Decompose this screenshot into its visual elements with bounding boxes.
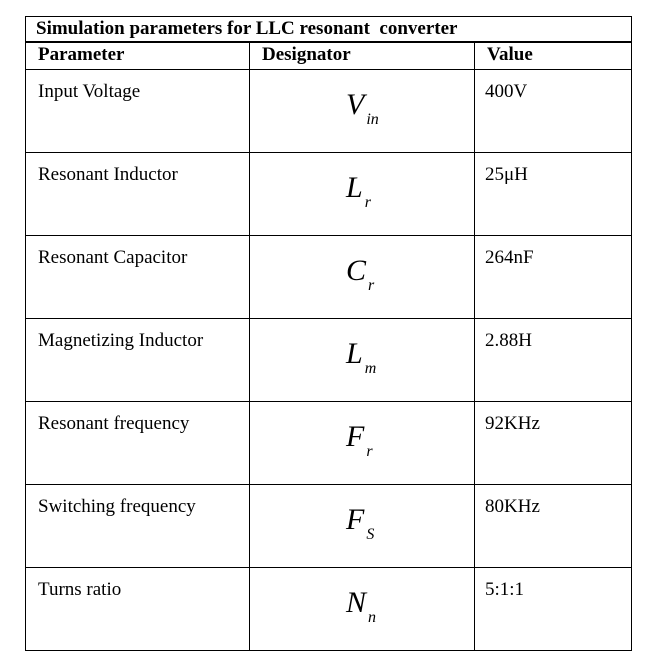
designator-symbol [346, 337, 377, 377]
designator-cell [250, 402, 475, 485]
symbol-letter: L [346, 171, 363, 204]
designator-symbol [346, 88, 379, 128]
symbol-letter: V [346, 88, 365, 121]
parameter-name: Input Voltage [26, 70, 250, 153]
parameters-table-container [25, 16, 631, 651]
symbol-letter: F [346, 420, 365, 453]
designator-cell [250, 568, 475, 651]
designator-cell [250, 485, 475, 568]
symbol-subscript: r [368, 277, 375, 294]
simulation-parameters-table [25, 16, 632, 651]
table-row [26, 402, 632, 485]
table-row [26, 568, 632, 651]
parameter-value: 92KHz [475, 402, 632, 485]
table-title: Simulation parameters for LLC resonant converter [26, 17, 632, 43]
designator-symbol [346, 586, 377, 626]
table-row [26, 153, 632, 236]
parameter-name: Magnetizing Inductor [26, 319, 250, 402]
symbol-letter: F [346, 503, 365, 536]
designator-cell [250, 319, 475, 402]
parameter-name: Resonant Inductor [26, 153, 250, 236]
designator-symbol [346, 254, 375, 294]
parameter-value: 400V [475, 70, 632, 153]
header-value: Value [475, 42, 632, 70]
table-row [26, 236, 632, 319]
parameter-value: 264nF [475, 236, 632, 319]
symbol-subscript: m [364, 360, 377, 377]
parameter-value: 5:1:1 [475, 568, 632, 651]
symbol-subscript: n [368, 609, 377, 626]
symbol-subscript: S [366, 526, 375, 543]
parameter-name: Resonant frequency [26, 402, 250, 485]
designator-cell [250, 236, 475, 319]
designator-symbol [346, 171, 371, 211]
table-header-row [26, 42, 632, 70]
symbol-letter: C [346, 254, 367, 287]
parameter-value: 80KHz [475, 485, 632, 568]
designator-symbol [346, 503, 375, 543]
parameter-name: Turns ratio [26, 568, 250, 651]
header-designator: Designator [250, 42, 475, 70]
parameter-name: Resonant Capacitor [26, 236, 250, 319]
designator-symbol [346, 420, 373, 460]
symbol-letter: L [346, 337, 363, 370]
symbol-subscript: in [366, 111, 379, 128]
table-row [26, 485, 632, 568]
table-title-row [26, 17, 632, 43]
symbol-subscript: r [366, 443, 373, 460]
parameter-value: 25μH [475, 153, 632, 236]
parameter-value: 2.88H [475, 319, 632, 402]
table-row [26, 70, 632, 153]
designator-cell [250, 70, 475, 153]
parameter-name: Switching frequency [26, 485, 250, 568]
designator-cell [250, 153, 475, 236]
symbol-letter: N [346, 586, 367, 619]
table-row [26, 319, 632, 402]
symbol-subscript: r [364, 194, 371, 211]
header-parameter: Parameter [26, 42, 250, 70]
